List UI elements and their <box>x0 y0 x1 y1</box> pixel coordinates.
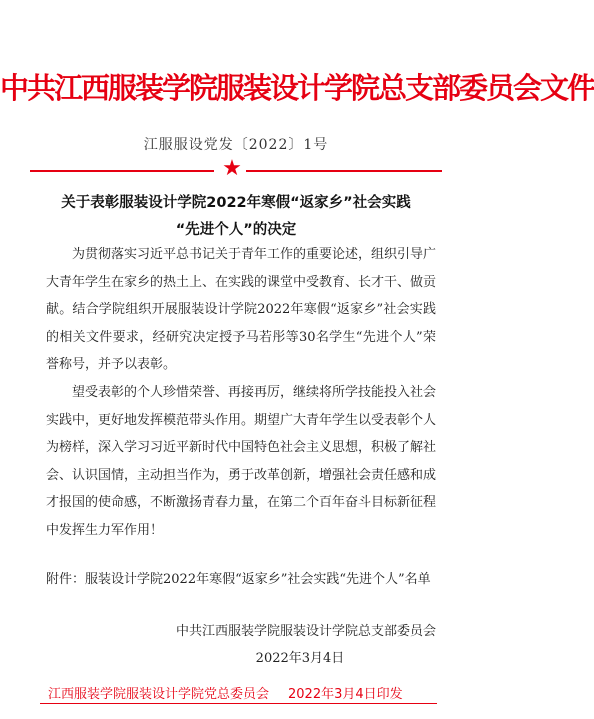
footer-print-date: 2022年3月4日印发 <box>288 687 403 702</box>
header-divider-left <box>30 170 214 172</box>
star-icon: ★ <box>222 156 242 181</box>
subject-line-2: “先进个人”的决定 <box>175 222 297 238</box>
attachment-note: 附件：服装设计学院2022年寒假“返家乡”社会实践“先进个人”名单 <box>46 572 431 587</box>
footer-issuer: 江西服装学院服装设计学院党总委员会 <box>48 687 270 702</box>
header-divider-right <box>246 170 442 172</box>
signature-organization: 中共江西服装学院服装设计学院总支部委员会 <box>175 624 436 639</box>
body-paragraph-2: 望受表彰的个人珍惜荣誉、再接再厉，继续将所学技能投入社会实践中，更好地发挥模范带头作用。期望广大青年学生以受表彰个人为榜样，深入学习习近平新时代中国特色社会主义思想，积极了解社会、认识国情，主动担当作为，勇于改革创新，增强社会责任感和成才报国的使命感，不断激扬青春力量，在第二个百年奋斗目标新征程中发挥生力军作用！ <box>46 385 437 538</box>
signature-date: 2022年3月4日 <box>255 651 345 666</box>
document-header-title: 中共江西服装学院服装设计学院总支部委员会文件 <box>0 71 594 105</box>
subject-line-1: 关于表彰服装设计学院2022年寒假“返家乡”社会实践 <box>61 195 411 211</box>
document-number: 江服服设党发〔2022〕1号 <box>143 137 329 153</box>
footer-divider <box>40 703 437 704</box>
body-paragraph-1: 为贯彻落实习近平总书记关于青年工作的重要论述，组织引导广大青年学生在家乡的热土上、在实践的课堂中受教育、长才干、做贡献。结合学院组织开展服装设计学院2022年寒假“返家乡”社会实践的相关文件要求，经研究决定授予马若彤等30名学生“先进个人”荣誉称号，并予以表彰。 <box>46 247 437 372</box>
